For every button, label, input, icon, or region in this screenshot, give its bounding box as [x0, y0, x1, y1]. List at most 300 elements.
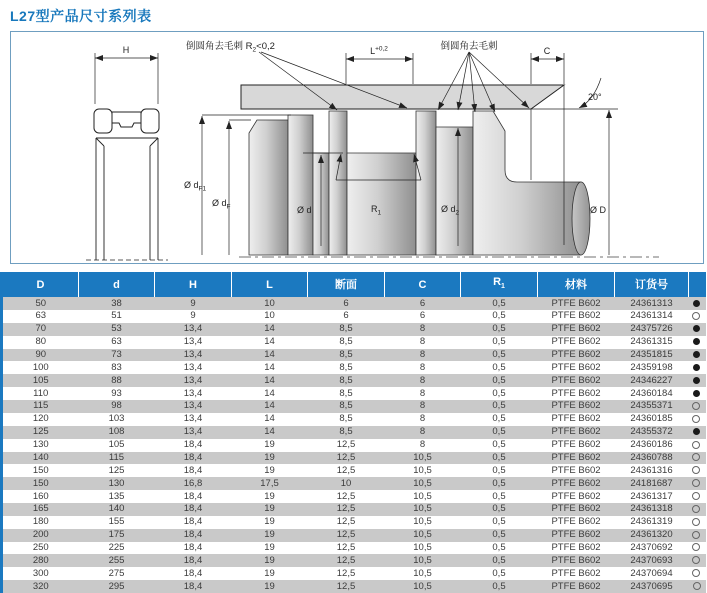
col-header-order-no: 订货号 [615, 272, 689, 297]
cell-material: PTFE B602 [538, 336, 615, 349]
cell-d: 225 [79, 542, 155, 555]
dia-big-d-label: Ø D [589, 205, 606, 215]
table-row [2, 336, 706, 349]
cell-section: 12,5 [308, 490, 385, 503]
hollow-dot-icon [693, 582, 701, 590]
cell-availability [689, 413, 706, 426]
cell-availability [689, 349, 706, 362]
technical-drawing [10, 31, 704, 264]
cell-C: 10,5 [385, 580, 461, 593]
cell-availability [689, 567, 706, 580]
cell-D: 140 [2, 452, 79, 465]
cell-R1: 0,5 [461, 439, 538, 452]
table-row [2, 374, 706, 387]
cell-D: 100 [2, 361, 79, 374]
hollow-dot-icon [692, 505, 700, 513]
cell-L: 19 [232, 529, 308, 542]
cell-section: 8,5 [308, 387, 385, 400]
cell-H: 18,4 [155, 542, 232, 555]
table-row [2, 323, 706, 336]
cell-d: 155 [79, 516, 155, 529]
cell-order-no: 24361320 [615, 529, 689, 542]
cell-R1: 0,5 [461, 554, 538, 567]
cell-section: 8,5 [308, 374, 385, 387]
hollow-dot-icon [692, 518, 700, 526]
cell-L: 19 [232, 567, 308, 580]
col-header-L: L [232, 272, 308, 297]
filled-dot-icon [693, 351, 700, 358]
cell-L: 14 [232, 349, 308, 362]
cell-material: PTFE B602 [538, 400, 615, 413]
hollow-dot-icon [692, 531, 700, 539]
cell-section: 12,5 [308, 439, 385, 452]
cell-section: 8,5 [308, 400, 385, 413]
cell-section: 8,5 [308, 349, 385, 362]
hollow-dot-icon [692, 479, 700, 487]
cell-C: 8 [385, 349, 461, 362]
cell-section: 12,5 [308, 516, 385, 529]
filled-dot-icon [693, 428, 700, 435]
cell-C: 6 [385, 310, 461, 323]
cell-L: 14 [232, 426, 308, 439]
col-header-C: C [385, 272, 461, 297]
cell-availability [689, 542, 706, 555]
table-row [2, 567, 706, 580]
table-row [2, 516, 706, 529]
cell-availability [689, 336, 706, 349]
seal-installation-diagram [11, 32, 703, 263]
seal-right-lobe [141, 109, 159, 133]
cell-material: PTFE B602 [538, 567, 615, 580]
cell-H: 13,4 [155, 426, 232, 439]
filled-dot-icon [693, 325, 700, 332]
cell-L: 19 [232, 452, 308, 465]
col-header-availability [689, 272, 706, 297]
cell-L: 17,5 [232, 477, 308, 490]
h-dim-label: H [122, 45, 130, 55]
table-row [2, 349, 706, 362]
cell-R1: 0,5 [461, 323, 538, 336]
cell-material: PTFE B602 [538, 387, 615, 400]
cell-material: PTFE B602 [538, 529, 615, 542]
cell-L: 19 [232, 554, 308, 567]
cell-material: PTFE B602 [538, 426, 615, 439]
cell-L: 19 [232, 439, 308, 452]
cell-H: 18,4 [155, 516, 232, 529]
cell-D: 80 [2, 336, 79, 349]
cell-availability [689, 529, 706, 542]
cell-R1: 0,5 [461, 580, 538, 593]
cell-D: 115 [2, 400, 79, 413]
cell-d: 108 [79, 426, 155, 439]
cell-order-no: 24346227 [615, 374, 689, 387]
cell-d: 73 [79, 349, 155, 362]
cell-D: 50 [2, 297, 79, 310]
cell-d: 51 [79, 310, 155, 323]
cell-availability [689, 374, 706, 387]
filled-dot-icon [693, 364, 700, 371]
cylinder-end-face [572, 182, 590, 255]
cell-L: 19 [232, 490, 308, 503]
cell-H: 13,4 [155, 349, 232, 362]
cell-order-no: 24361316 [615, 464, 689, 477]
hollow-dot-icon [692, 569, 700, 577]
cell-d: 88 [79, 374, 155, 387]
cell-order-no: 24361315 [615, 336, 689, 349]
cell-material: PTFE B602 [538, 413, 615, 426]
cell-H: 9 [155, 297, 232, 310]
cell-order-no: 24351815 [615, 349, 689, 362]
cell-d: 38 [79, 297, 155, 310]
cell-C: 10,5 [385, 490, 461, 503]
cell-H: 18,4 [155, 464, 232, 477]
cell-D: 180 [2, 516, 79, 529]
table-row [2, 490, 706, 503]
cell-C: 10,5 [385, 464, 461, 477]
cell-L: 19 [232, 580, 308, 593]
cell-C: 10,5 [385, 567, 461, 580]
table-row [2, 477, 706, 490]
cell-material: PTFE B602 [538, 349, 615, 362]
cell-order-no: 24360185 [615, 413, 689, 426]
table-row [2, 310, 706, 323]
cell-order-no: 24360788 [615, 452, 689, 465]
cell-availability [689, 439, 706, 452]
table-body [2, 297, 706, 593]
filled-dot-icon [693, 338, 700, 345]
cell-L: 14 [232, 336, 308, 349]
table-header-row [2, 272, 706, 297]
filled-dot-icon [693, 390, 700, 397]
cell-d: 125 [79, 464, 155, 477]
cell-L: 14 [232, 374, 308, 387]
cell-order-no: 24370695 [615, 580, 689, 593]
cell-R1: 0,5 [461, 387, 538, 400]
cell-availability [689, 580, 706, 593]
c-dim-label: C [543, 46, 551, 56]
cell-section: 12,5 [308, 503, 385, 516]
cell-R1: 0,5 [461, 413, 538, 426]
cell-C: 10,5 [385, 542, 461, 555]
cell-L: 14 [232, 400, 308, 413]
cell-H: 18,4 [155, 580, 232, 593]
cell-order-no: 24360186 [615, 439, 689, 452]
cell-D: 105 [2, 374, 79, 387]
cell-order-no: 24355372 [615, 426, 689, 439]
table-row [2, 542, 706, 555]
cell-R1: 0,5 [461, 349, 538, 362]
cell-C: 10,5 [385, 554, 461, 567]
cell-material: PTFE B602 [538, 452, 615, 465]
seal-cross-section [86, 53, 168, 260]
cell-material: PTFE B602 [538, 503, 615, 516]
cell-H: 18,4 [155, 452, 232, 465]
table-row [2, 297, 706, 310]
cell-material: PTFE B602 [538, 374, 615, 387]
col-header-H: H [155, 272, 232, 297]
cell-L: 10 [232, 310, 308, 323]
cell-availability [689, 400, 706, 413]
cell-R1: 0,5 [461, 361, 538, 374]
cell-section: 8,5 [308, 336, 385, 349]
table-row [2, 413, 706, 426]
cell-L: 14 [232, 361, 308, 374]
cell-D: 280 [2, 554, 79, 567]
cell-section: 12,5 [308, 529, 385, 542]
cell-availability [689, 426, 706, 439]
cell-material: PTFE B602 [538, 361, 615, 374]
cell-H: 18,4 [155, 490, 232, 503]
cell-d: 130 [79, 477, 155, 490]
table-row [2, 529, 706, 542]
cell-D: 200 [2, 529, 79, 542]
dia-df1-label: Ø $d_{F1}$ [184, 180, 207, 193]
table-row [2, 439, 706, 452]
cell-D: 165 [2, 503, 79, 516]
cell-order-no: 24359198 [615, 361, 689, 374]
cell-H: 13,4 [155, 336, 232, 349]
cell-d: 255 [79, 554, 155, 567]
table-row [2, 400, 706, 413]
seal-left-lobe [94, 109, 112, 133]
table-row [2, 387, 706, 400]
cell-D: 63 [2, 310, 79, 323]
cell-d: 105 [79, 439, 155, 452]
dimension-series-table [0, 272, 707, 593]
cell-d: 175 [79, 529, 155, 542]
cell-order-no: 24361314 [615, 310, 689, 323]
cell-C: 8 [385, 426, 461, 439]
dia-d2-label: Ø $d_2$ [441, 204, 460, 217]
cell-C: 8 [385, 439, 461, 452]
cell-D: 320 [2, 580, 79, 593]
cell-R1: 0,5 [461, 529, 538, 542]
cell-R1: 0,5 [461, 426, 538, 439]
cell-H: 9 [155, 310, 232, 323]
cell-d: 295 [79, 580, 155, 593]
cell-section: 6 [308, 297, 385, 310]
filled-dot-icon [693, 377, 700, 384]
cell-section: 12,5 [308, 554, 385, 567]
cell-order-no: 24361317 [615, 490, 689, 503]
cell-R1: 0,5 [461, 400, 538, 413]
cell-D: 130 [2, 439, 79, 452]
table-row [2, 554, 706, 567]
cell-R1: 0,5 [461, 542, 538, 555]
cell-D: 70 [2, 323, 79, 336]
cell-H: 18,4 [155, 567, 232, 580]
cell-material: PTFE B602 [538, 297, 615, 310]
cell-section: 8,5 [308, 413, 385, 426]
cell-section: 6 [308, 310, 385, 323]
cell-d: 63 [79, 336, 155, 349]
cell-section: 12,5 [308, 464, 385, 477]
cell-availability [689, 387, 706, 400]
hollow-dot-icon [692, 466, 700, 474]
housing-bar [241, 85, 564, 109]
deburr-mid-label: 倒圆角去毛刺 [440, 41, 498, 52]
cell-section: 12,5 [308, 567, 385, 580]
cell-C: 10,5 [385, 452, 461, 465]
cell-L: 14 [232, 323, 308, 336]
table-row [2, 503, 706, 516]
table-row [2, 580, 706, 593]
cell-H: 18,4 [155, 439, 232, 452]
cell-C: 10,5 [385, 503, 461, 516]
shaft-profile [249, 111, 590, 255]
cell-order-no: 24361313 [615, 297, 689, 310]
cell-material: PTFE B602 [538, 516, 615, 529]
cell-D: 150 [2, 464, 79, 477]
cell-order-no: 24361318 [615, 503, 689, 516]
cell-C: 10,5 [385, 529, 461, 542]
angle-label: 20° [588, 92, 602, 102]
cell-L: 19 [232, 542, 308, 555]
cell-C: 8 [385, 374, 461, 387]
cell-order-no: 24370692 [615, 542, 689, 555]
cell-d: 93 [79, 387, 155, 400]
cell-R1: 0,5 [461, 490, 538, 503]
cell-R1: 0,5 [461, 374, 538, 387]
col-header-R1: $R_1$ [461, 272, 538, 297]
cell-section: 8,5 [308, 426, 385, 439]
cell-D: 110 [2, 387, 79, 400]
hollow-dot-icon [692, 543, 700, 551]
table-row [2, 426, 706, 439]
cell-D: 150 [2, 477, 79, 490]
l-dim-label: $L^{+0,2}$ [370, 45, 388, 56]
col-header-material: 材料 [538, 272, 615, 297]
cell-C: 8 [385, 400, 461, 413]
dia-df-label: Ø $d_F$ [212, 198, 231, 211]
col-header-D: D [2, 272, 79, 297]
r1-label: $R_1$ [371, 204, 382, 217]
cell-section: 12,5 [308, 542, 385, 555]
cell-availability [689, 477, 706, 490]
dia-d-label: Ø d [297, 205, 312, 215]
cell-L: 19 [232, 516, 308, 529]
cell-L: 10 [232, 297, 308, 310]
cell-H: 13,4 [155, 413, 232, 426]
cell-d: 53 [79, 323, 155, 336]
cell-C: 10,5 [385, 516, 461, 529]
cell-L: 14 [232, 387, 308, 400]
cell-C: 6 [385, 297, 461, 310]
cell-order-no: 24361319 [615, 516, 689, 529]
cell-availability [689, 516, 706, 529]
cell-R1: 0,5 [461, 336, 538, 349]
cell-R1: 0,5 [461, 452, 538, 465]
cell-C: 8 [385, 413, 461, 426]
cell-availability [689, 464, 706, 477]
cell-section: 12,5 [308, 580, 385, 593]
cell-material: PTFE B602 [538, 310, 615, 323]
cell-section: 8,5 [308, 323, 385, 336]
cell-order-no: 24370694 [615, 567, 689, 580]
hollow-dot-icon [692, 441, 700, 449]
cell-order-no: 24355371 [615, 400, 689, 413]
cell-material: PTFE B602 [538, 490, 615, 503]
cell-availability [689, 554, 706, 567]
cell-availability [689, 297, 706, 310]
cell-D: 90 [2, 349, 79, 362]
cell-D: 125 [2, 426, 79, 439]
cell-order-no: 24360184 [615, 387, 689, 400]
cell-D: 250 [2, 542, 79, 555]
cell-d: 83 [79, 361, 155, 374]
table-row [2, 464, 706, 477]
cell-L: 19 [232, 503, 308, 516]
cell-H: 13,4 [155, 323, 232, 336]
cell-R1: 0,5 [461, 503, 538, 516]
cell-H: 13,4 [155, 387, 232, 400]
cell-material: PTFE B602 [538, 464, 615, 477]
cell-R1: 0,5 [461, 477, 538, 490]
hollow-dot-icon [692, 556, 700, 564]
cell-d: 275 [79, 567, 155, 580]
cell-d: 103 [79, 413, 155, 426]
cell-H: 18,4 [155, 503, 232, 516]
cell-C: 10,5 [385, 477, 461, 490]
cell-H: 13,4 [155, 374, 232, 387]
cell-H: 18,4 [155, 529, 232, 542]
cell-order-no: 24375726 [615, 323, 689, 336]
cell-d: 140 [79, 503, 155, 516]
cell-order-no: 24370693 [615, 554, 689, 567]
cell-D: 160 [2, 490, 79, 503]
seal-bridge [112, 112, 141, 127]
cell-C: 8 [385, 336, 461, 349]
cell-H: 18,4 [155, 554, 232, 567]
cell-C: 8 [385, 387, 461, 400]
cell-material: PTFE B602 [538, 439, 615, 452]
cell-D: 120 [2, 413, 79, 426]
cell-C: 8 [385, 361, 461, 374]
hollow-dot-icon [692, 415, 700, 423]
table-row [2, 452, 706, 465]
cell-D: 300 [2, 567, 79, 580]
cell-R1: 0,5 [461, 567, 538, 580]
cell-L: 14 [232, 413, 308, 426]
cell-order-no: 24181687 [615, 477, 689, 490]
hollow-dot-icon [692, 402, 700, 410]
hollow-dot-icon [692, 453, 700, 461]
filled-dot-icon [693, 300, 700, 307]
cell-availability [689, 490, 706, 503]
cell-R1: 0,5 [461, 297, 538, 310]
cell-d: 115 [79, 452, 155, 465]
cell-H: 13,4 [155, 400, 232, 413]
hollow-dot-icon [692, 492, 700, 500]
cell-material: PTFE B602 [538, 580, 615, 593]
cell-R1: 0,5 [461, 464, 538, 477]
cell-d: 98 [79, 400, 155, 413]
cell-material: PTFE B602 [538, 477, 615, 490]
deburr-left-label: 倒圆角去毛刺 $R_2<0,2$ [186, 41, 275, 54]
col-header-section: 断面 [308, 272, 385, 297]
cell-material: PTFE B602 [538, 323, 615, 336]
cell-L: 19 [232, 464, 308, 477]
page-title: L27型产品尺寸系列表 [10, 8, 152, 24]
cell-H: 16,8 [155, 477, 232, 490]
table-row [2, 361, 706, 374]
cell-material: PTFE B602 [538, 542, 615, 555]
cell-material: PTFE B602 [538, 554, 615, 567]
cell-section: 12,5 [308, 452, 385, 465]
cell-availability [689, 310, 706, 323]
cell-R1: 0,5 [461, 310, 538, 323]
col-header-d: d [79, 272, 155, 297]
